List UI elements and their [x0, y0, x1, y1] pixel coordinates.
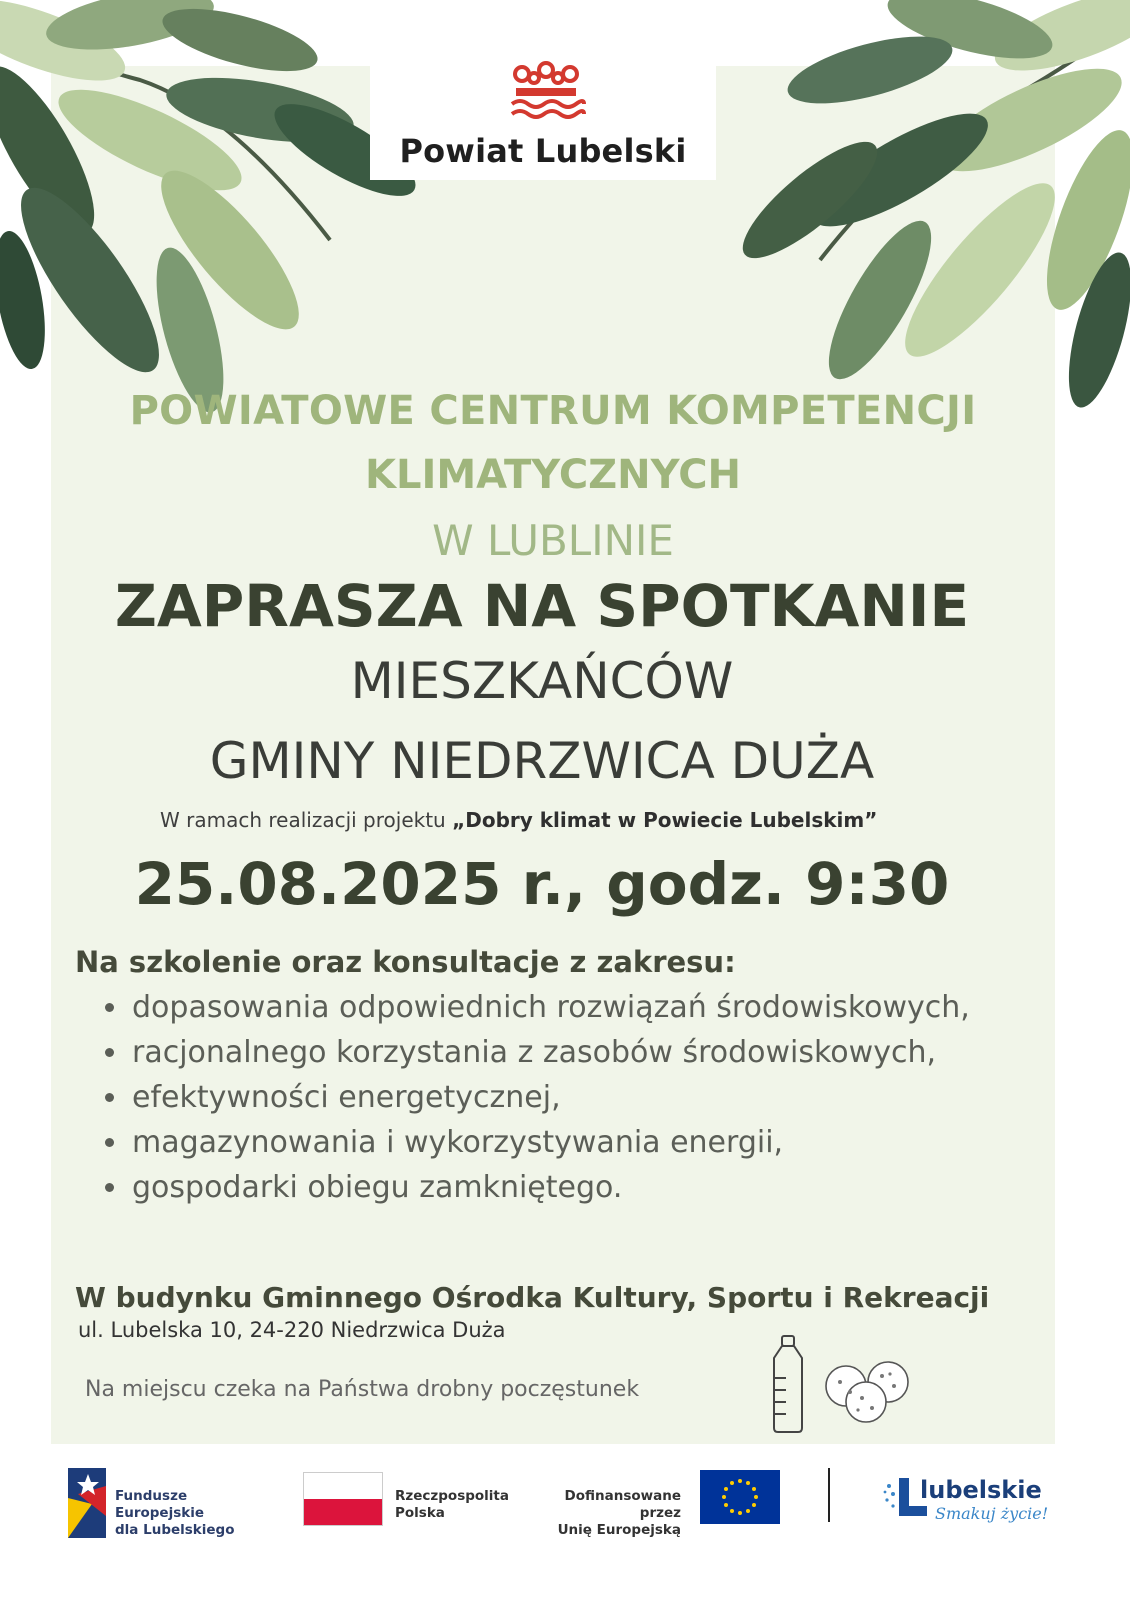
rp-text-line-2: Polska — [395, 1505, 445, 1521]
fundusze-europejskie-text — [115, 1488, 275, 1539]
invitation-heading: ZAPRASZA NA SPOTKANIE — [114, 572, 970, 640]
audience-line-1: MIESZKAŃCÓW — [350, 652, 734, 710]
eu-flag-icon — [700, 1470, 780, 1524]
fe-text-line-2: dla Lubelskiego — [115, 1522, 235, 1538]
rp-text-line-1: Rzeczpospolita — [395, 1488, 509, 1504]
title-line-1: POWIATOWE CENTRUM KOMPETENCJI — [129, 388, 977, 434]
powiat-lubelski-logo — [370, 48, 716, 180]
water-bottle-icon — [766, 1334, 810, 1434]
title-line-2: KLIMATYCZNYCH — [364, 452, 742, 498]
list-item: • magazynowania i wykorzystywania energii, — [130, 1120, 1090, 1165]
audience-line-2: GMINY NIEDRZWICA DUŻA — [209, 732, 875, 790]
eu-text-line-2: Unię Europejską — [557, 1522, 681, 1538]
lubelskie-wordmark: lubelskie — [920, 1476, 1042, 1504]
title-line-3: W LUBLINIE — [432, 516, 674, 565]
crown-and-waves-icon — [506, 60, 586, 124]
project-line — [160, 808, 877, 832]
eu-cofinanced-text — [521, 1488, 681, 1539]
rzeczpospolita-text — [395, 1488, 509, 1522]
list-item: • dopasowania odpowiednich rozwiązań środowiskowych, — [130, 985, 1090, 1030]
list-item: • efektywności energetycznej, — [130, 1075, 1090, 1120]
funding-logos-bar — [51, 1444, 1055, 1616]
treat-note: Na miejscu czeka na Państwa drobny poczęstunek — [85, 1377, 640, 1402]
eu-text-line-1: Dofinansowane przez — [564, 1488, 681, 1521]
event-date-time: 25.08.2025 r., godz. 9:30 — [134, 850, 950, 918]
topics-list — [90, 985, 1090, 1210]
list-item: • racjonalnego korzystania z zasobów środowiskowych, — [130, 1030, 1090, 1075]
lubelskie-slogan: Smakuj życie! — [935, 1504, 1049, 1523]
topics-lead: Na szkolenie oraz konsultacje z zakresu: — [75, 945, 736, 979]
polish-flag-icon — [303, 1472, 383, 1526]
fe-text-line-1: Fundusze Europejskie — [115, 1488, 205, 1521]
list-item: • gospodarki obiegu zamkniętego. — [130, 1165, 1090, 1210]
cookies-icon — [822, 1356, 916, 1426]
project-name: „Dobry klimat w Powiecie Lubelskim” — [452, 808, 878, 832]
venue-name: W budynku Gminnego Ośrodka Kultury, Sportu i Rekreacji — [75, 1281, 990, 1314]
project-prefix: W ramach realizacji projektu — [160, 808, 453, 832]
fundusze-europejskie-logo-icon — [68, 1468, 106, 1538]
eucalyptus-leaves-right-image — [650, 0, 1130, 420]
footer-divider — [828, 1468, 830, 1522]
venue-address: ul. Lubelska 10, 24-220 Niedrzwica Duża — [78, 1318, 506, 1342]
logo-text: Powiat Lubelski — [399, 132, 687, 170]
